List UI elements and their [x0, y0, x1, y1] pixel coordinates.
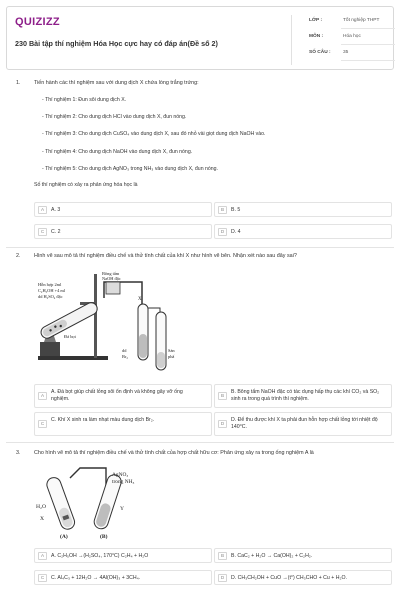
figure-label-tube-b: (B) [100, 534, 108, 540]
option-text: A. C₂H₅OH →(H₂SO₄, 170°C) C₂H₄ + H₂O [51, 553, 149, 559]
figure-label-cotton-1: Bông tẩm [102, 271, 120, 276]
option-letter: C [38, 420, 47, 428]
option-text: B. Bông tẩm NaOH đặc có tác dụng hấp thụ các khí CO₂ và SO₂ sinh ra trong quá trình thí nghiệm. [231, 389, 380, 402]
figure-label-x: X [40, 516, 45, 522]
question-3-text: Cho hình vẽ mô tả thí nghiệm điều chế và thử tính chất của hợp chất hữu cơ: Phản ứng xảy ra trong ống nghiệm A là [34, 450, 314, 456]
option-text: A. Đá bọt giúp chất lỏng sôi ổn định và không gây vỡ ống nghiệm. [51, 389, 183, 402]
option-letter: A [38, 392, 47, 400]
option-letter: C [38, 574, 47, 582]
question-3-option-b[interactable] [214, 548, 392, 563]
acetylene-test-figure [34, 464, 154, 540]
question-3-number: 3. [16, 450, 21, 456]
figure-label-agno3-1: AgNO₃ [112, 472, 129, 478]
figure-label-h2o: H₂O [36, 504, 47, 510]
option-letter: A [38, 206, 47, 214]
figure-label-br2-2: Br₂ [122, 354, 128, 359]
question-1-option-a[interactable] [34, 202, 212, 217]
question-1-experiment-4: - Thí nghiệm 4: Cho dung dịch NaOH vào dung dịch X, đun nóng. [42, 149, 193, 155]
option-text: C. 2 [51, 229, 61, 235]
quizizz-logo: QUIZIZZ [15, 16, 60, 28]
question-1-option-c[interactable] [34, 224, 212, 239]
question-separator [6, 247, 394, 248]
figure-label-gas-x: X [138, 297, 142, 302]
figure-label-mixture-1: Hỗn hợp 2ml [38, 282, 62, 287]
question-1-text: Tiến hành các thí nghiệm sau với dung dịch X chứa lòng trắng trứng: [34, 80, 199, 86]
option-text: A. 3 [51, 207, 61, 213]
figure-label-cotton-2: NaOH đặc [102, 276, 121, 281]
option-text: D. 4 [231, 229, 241, 235]
question-2-option-c[interactable] [34, 412, 212, 436]
question-1-number: 1. [16, 80, 21, 86]
meta-count-key: SỐ CÂU : [309, 50, 331, 55]
question-1-experiment-3: - Thí nghiệm 3: Cho dung dịch CuSO₄ vào dung dịch X, sau đó nhỏ vài giọt dung dịch NaOH vào. [42, 131, 266, 137]
question-2-text: Hình vẽ sau mô tả thí nghiệm điều chế và thử tính chất của khí X như hình vẽ bên. Nhận xét nào sau đây sai? [34, 253, 297, 259]
question-separator [6, 442, 394, 443]
question-1-conclusion: Số thí nghiệm có xảy ra phản ứng hóa học là [34, 182, 138, 188]
option-letter: B [218, 552, 227, 560]
question-1-option-d[interactable] [214, 224, 392, 239]
figure-label-boiling-chips: Đá bọt [64, 334, 76, 339]
meta-count [307, 47, 395, 61]
option-letter: B [218, 392, 227, 400]
figure-label-br2-1: dd [122, 348, 127, 353]
meta-subject-key: MÔN : [309, 34, 324, 39]
worksheet-title: 230 Bài tập thí nghiệm Hóa Học cực hay có đáp án(Đề số 2) [15, 39, 218, 48]
header-divider [291, 15, 292, 65]
meta-count-value: 35 [343, 50, 349, 55]
question-1-experiment-1: - Thí nghiệm 1: Đun sôi dung dịch X. [42, 97, 127, 103]
question-2-option-d[interactable] [214, 412, 392, 436]
option-letter: C [38, 228, 47, 236]
meta-grade [307, 15, 395, 29]
option-letter: D [218, 228, 227, 236]
question-1-experiment-5: - Thí nghiệm 5: Cho dung dịch AgNO₃ trong NH₃ vào dung dịch X, đun nóng. [42, 166, 218, 172]
option-text: C. Khí X sinh ra làm nhạt màu dung dịch Br₂. [51, 417, 155, 423]
figure-label-mixture-3: dd H₂SO₄ đặc [38, 294, 63, 299]
question-3-option-a[interactable] [34, 548, 212, 563]
option-letter: B [218, 206, 227, 214]
option-text: B. CaC₂ + H₂O → Ca(OH)₂ + C₂H₂. [231, 553, 313, 559]
option-letter: D [218, 574, 227, 582]
figure-label-mixture-2: C₂H₅OH +4 ml [38, 288, 66, 293]
question-3-option-c[interactable] [34, 570, 212, 585]
meta-grade-value: Tốt nghiệp THPT [343, 18, 380, 23]
figure-label-product-1: Sản [168, 348, 175, 353]
meta-subject-value: Hóa học [343, 34, 361, 39]
option-text: C. Al₄C₃ + 12H₂O → 4Al(OH)₃ + 3CH₄. [51, 575, 141, 581]
figure-label-product-2: phẩ [168, 354, 175, 359]
figure-label-y: Y [120, 506, 125, 512]
option-text: D. Để thu được khí X ta phải đun hỗn hợp chất lỏng tới nhiệt độ 140⁰C. [231, 417, 378, 430]
meta-grade-key: LỚP : [309, 18, 323, 23]
meta-subject [307, 31, 395, 45]
option-letter: A [38, 552, 47, 560]
question-1-option-b[interactable] [214, 202, 392, 217]
option-text: D. CH₃CH₂OH + CuO →(t°) CH₃CHO + Cu + H₂O. [231, 575, 347, 581]
question-1-experiment-2: - Thí nghiệm 2: Cho dung dịch HCl vào dung dịch X, đun nóng. [42, 114, 187, 120]
worksheet-header [6, 6, 394, 70]
figure-label-agno3-2: trong NH₃ [112, 479, 135, 485]
option-letter: D [218, 420, 227, 428]
question-2-number: 2. [16, 253, 21, 259]
figure-label-tube-a: (A) [60, 534, 68, 540]
question-3-option-d[interactable] [214, 570, 392, 585]
question-2-option-b[interactable] [214, 384, 392, 408]
ethylene-apparatus-figure [34, 268, 194, 376]
question-2-option-a[interactable] [34, 384, 212, 408]
option-text: B. 5 [231, 207, 241, 213]
